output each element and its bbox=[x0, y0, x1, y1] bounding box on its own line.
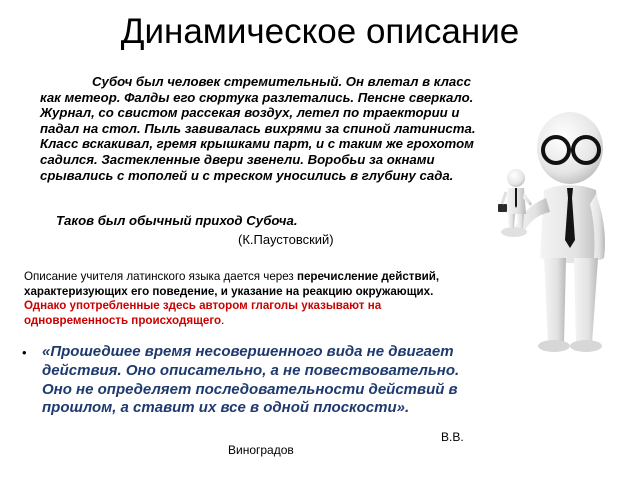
slide-title: Динамическое описание bbox=[120, 12, 520, 51]
vinogradov-initials: В.В. bbox=[441, 430, 464, 444]
description-end: . bbox=[221, 314, 225, 328]
paustovsky-quote-closing: Таков был обычный приход Субоча. bbox=[56, 213, 298, 228]
paustovsky-quote: Субоч был человек стремительный. Он влетал в класс как метеор. Фалды его сюртука разлетались. Пенсне сверкало. Журнал, со свистом рассекая воздух, летел по траектории и падал на стол. Пыль завивалась вихрями за спиной латиниста. Класс вскакивал, гремя крышками парт, и с таким же грохотом садился. Застекленные двери звенели. Воробьи за окнами срывались с тополей и с треском уносились в глубину сада. bbox=[40, 74, 476, 183]
person-figure-icon bbox=[492, 108, 630, 354]
vinogradov-quote: «Прошедшее время несовершенного вида не двигает действия. Оно описательно, а не повествовательно. Оно не определяет последовательности действий в прошлом, а ставит их все в одной плоскости». bbox=[42, 343, 460, 417]
vinogradov-surname: Виноградов bbox=[228, 443, 294, 457]
bullet-icon: • bbox=[22, 345, 27, 360]
description-text: Описание учителя латинского языка дается через bbox=[24, 270, 297, 283]
paustovsky-author: (К.Паустовский) bbox=[238, 232, 334, 247]
description-bold-text: перечисление действий, характеризующих его поведение, и указание на реакцию окружающих. bbox=[24, 270, 440, 298]
description-paragraph bbox=[24, 270, 476, 329]
description-red-text: Однако употребленные здесь автором глаголы указывают на одновременность происходящего bbox=[24, 299, 382, 328]
